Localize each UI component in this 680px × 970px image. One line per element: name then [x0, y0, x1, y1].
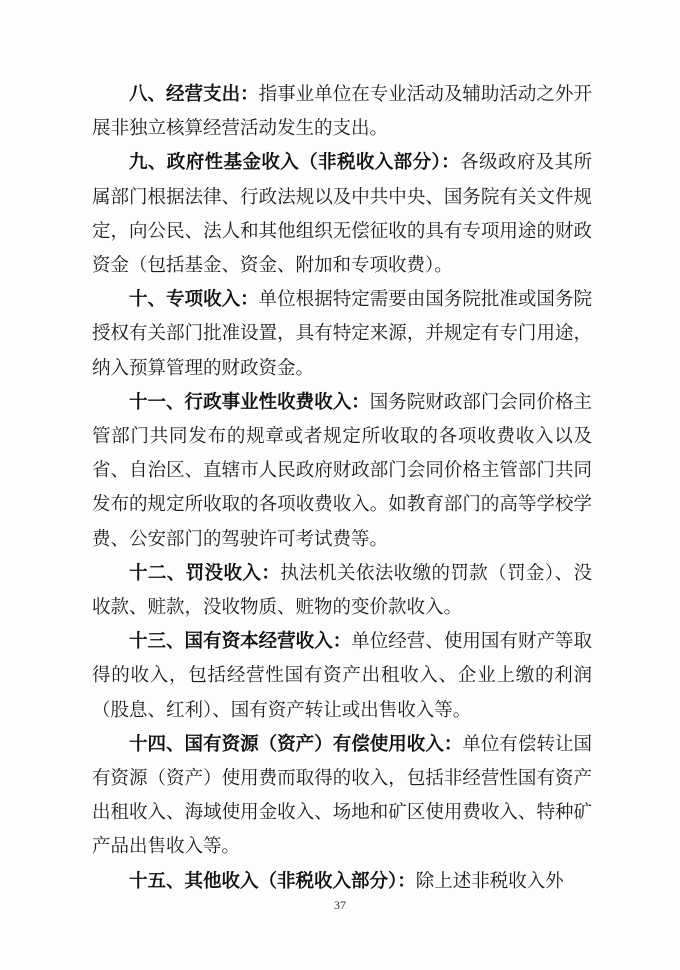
paragraph-other-revenue	[92, 865, 592, 899]
paragraph-text: 单位有偿转让国有资源（资产）使用费而取得的收入，包括非经营性国有资产出租收入、海域使用金收入、场地和矿区使用费收入、特种矿产品出售收入等。	[92, 733, 592, 858]
paragraph-term: 九、政府性基金收入（非税收入部分）：	[129, 152, 461, 174]
paragraph-operating-expenditure	[92, 78, 592, 146]
paragraph-state-capital-revenue	[92, 625, 592, 728]
paragraph-special-revenue	[92, 283, 592, 386]
paragraph-text: 执法机关依法收缴的罚款（罚金）、没收款、赃款，没收物质、赃物的变价款收入。	[92, 562, 592, 619]
paragraph-text: 指事业单位在专业活动及辅助活动之外开展非独立核算经营活动发生的支出。	[92, 84, 592, 140]
paragraph-term: 十一、行政事业性收费收入：	[129, 391, 370, 413]
paragraph-term: 八、经营支出：	[129, 84, 259, 105]
paragraph-text: 除上述非税收入外	[415, 870, 564, 892]
paragraph-term: 十、专项收入：	[129, 289, 259, 311]
paragraph-text: 国务院财政部门会同价格主管部门共同发布的规章或者规定所收取的各项收费收入以及省、自治区、直辖市人民政府财政部门会同价格主管部门共同发布的规定所收取的各项收费收入。如教育部门的高等学校学费、公安部门的驾驶许可考试费等。	[92, 391, 592, 550]
paragraph-term: 十五、其他收入（非税收入部分）：	[129, 870, 416, 892]
paragraph-text: 各级政府及其所属部门根据法律、行政法规以及中共中央、国务院有关文件规定，向公民、法人和其他组织无偿征收的具有专项用途的财政资金（包括基金、资金、附加和专项收费）。	[92, 152, 592, 277]
paragraph-fines-confiscation-revenue	[92, 557, 592, 625]
paragraph-text: 单位根据特定需要由国务院批准或国务院授权有关部门批准设置，具有特定来源，并规定有专门用途，纳入预算管理的财政资金。	[92, 289, 592, 379]
paragraph-term: 十四、国有资源（资产）有偿使用收入：	[129, 733, 463, 755]
paragraph-text: 单位经营、使用国有财产等取得的收入，包括经营性国有资产出租收入、企业上缴的利润（股息、红利）、国有资产转让或出售收入等。	[92, 631, 592, 721]
paragraph-term: 十三、国有资本经营收入：	[129, 631, 352, 653]
paragraph-state-resource-use-revenue	[92, 728, 592, 865]
paragraph-term: 十二、罚没收入：	[129, 562, 281, 584]
page-number: 37	[334, 898, 346, 912]
document-body	[92, 78, 592, 899]
paragraph-government-fund-revenue	[92, 146, 592, 283]
paragraph-administrative-fee-revenue	[92, 386, 592, 557]
